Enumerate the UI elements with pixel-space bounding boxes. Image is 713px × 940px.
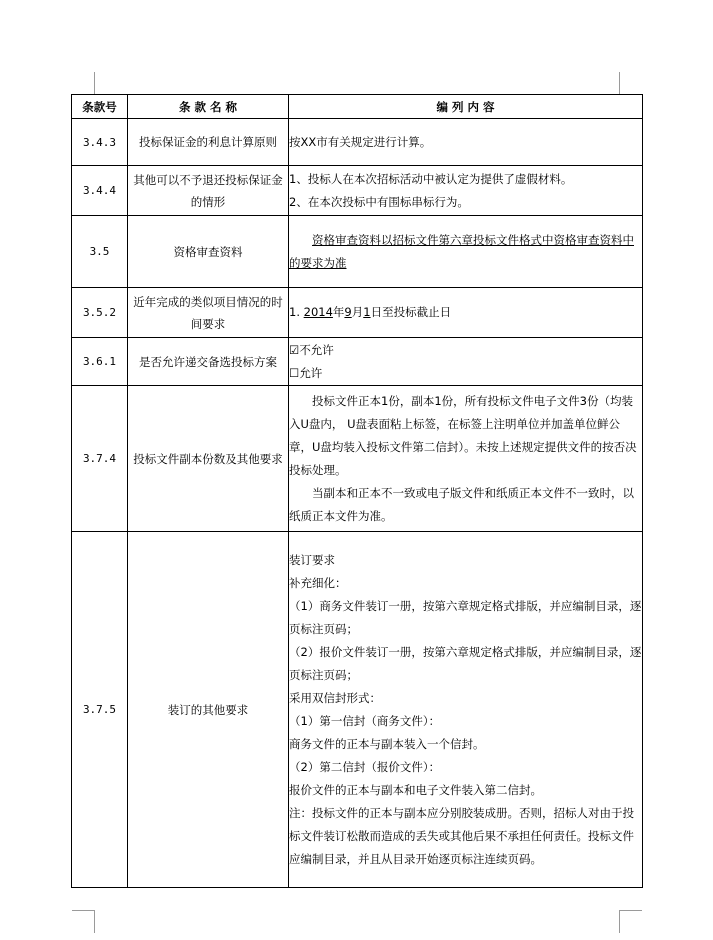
content-paragraph: 投标文件正本1份，副本1份，所有投标文件电子文件3份（均装入U盘内， U盘表面粘上标签，在标签上注明单位并加盖单位鲜公章，U盘均装入投标文件第二信封）。未按上述规定提供文件的按否决投标处理。	[289, 393, 637, 477]
clause-name: 其他可以不予退还投标保证金的情形	[128, 166, 289, 216]
content-line: 装订要求	[289, 552, 335, 567]
clause-number: 3.4.3	[72, 119, 128, 166]
page-corner-mark-top-left	[72, 72, 95, 95]
option-label: 允许	[299, 365, 323, 380]
year-value: 2014	[303, 305, 333, 319]
clause-content	[289, 288, 643, 338]
clause-content	[289, 386, 643, 532]
clause-number: 3.5	[72, 216, 128, 288]
year-unit: 年	[332, 305, 345, 319]
page-corner-mark-bottom-right	[619, 910, 642, 933]
clause-content	[289, 119, 643, 166]
month-unit: 月	[351, 305, 364, 319]
clause-number: 3.7.4	[72, 386, 128, 532]
clause-name: 投标保证金的利息计算原则	[128, 119, 289, 166]
month-value: 9	[344, 305, 352, 319]
clause-name: 资格审查资料	[128, 216, 289, 288]
clause-name: 装订的其他要求	[128, 532, 289, 888]
option-allowed	[289, 362, 642, 385]
clause-name: 投标文件副本份数及其他要求	[128, 386, 289, 532]
clause-number: 3.6.1	[72, 338, 128, 386]
content-line: （1）商务文件装订一册，按第六章规定格式排版，并应编制目录，逐页标注页码；	[289, 598, 642, 636]
content-line: （2）第二信封（报价文件）：	[289, 759, 441, 774]
content-line: 注：投标文件的正本与副本应分别胶装成册。否则，招标人对由于投标文件装订松散而造成的丢失或其他后果不承担任何责任。投标文件应编制目录，并且从目录开始逐页标注连续页码。	[289, 805, 634, 866]
clause-content	[289, 216, 643, 288]
clause-number: 3.7.5	[72, 532, 128, 888]
clauses-table	[71, 94, 643, 888]
content-line: 采用双信封形式：	[289, 690, 381, 705]
content-line: （2）报价文件装订一册，按第六章规定格式排版，并应编制目录，逐页标注页码；	[289, 644, 642, 682]
content-line: 商务文件的正本与副本装入一个信封。	[289, 736, 485, 751]
content-line: 1、投标人在本次招标活动中被认定为提供了虚假材料。	[289, 171, 573, 186]
content-line: （1）第一信封（商务文件）：	[289, 713, 441, 728]
option-not-allowed	[289, 339, 642, 362]
table-row	[72, 119, 643, 166]
content-line: 2、在本次投标中有围标串标行为。	[289, 194, 469, 209]
list-prefix: 1.	[289, 305, 304, 319]
table-row	[72, 532, 643, 888]
clause-number: 3.4.4	[72, 166, 128, 216]
table-header-row	[72, 95, 643, 119]
content-line: 按XX市有关规定进行计算。	[289, 134, 432, 149]
clause-content	[289, 532, 643, 888]
clause-number: 3.5.2	[72, 288, 128, 338]
clause-name: 近年完成的类似项目情况的时间要求	[128, 288, 289, 338]
table-row	[72, 216, 643, 288]
table-row	[72, 386, 643, 532]
clause-content	[289, 166, 643, 216]
checked-box-icon: ☑	[289, 342, 300, 357]
table-row	[72, 288, 643, 338]
time-requirement	[289, 301, 642, 324]
unchecked-box-icon: ☐	[289, 365, 300, 380]
content-line: 报价文件的正本与副本和电子文件装入第二信封。	[289, 782, 542, 797]
day-value: 1	[363, 305, 371, 319]
time-suffix: 日至投标截止日	[370, 305, 452, 319]
option-label: 不允许	[299, 342, 334, 357]
content-line: 资格审查资料以招标文件第六章投标文件格式中资格审查资料中的要求为准	[289, 232, 634, 270]
clause-name: 是否允许递交备选投标方案	[128, 338, 289, 386]
header-clause-name: 条 款 名 称	[128, 95, 289, 119]
page-corner-mark-bottom-left	[72, 910, 95, 933]
table-row	[72, 166, 643, 216]
content-line: 补充细化：	[289, 575, 347, 590]
header-content: 编 列 内 容	[289, 95, 643, 119]
page-corner-mark-top-right	[619, 72, 642, 95]
clause-content	[289, 338, 643, 386]
table-row	[72, 338, 643, 386]
header-clause-number: 条款号	[72, 95, 128, 119]
content-paragraph: 当副本和正本不一致或电子版文件和纸质正本文件不一致时，以纸质正本文件为准。	[289, 485, 634, 523]
